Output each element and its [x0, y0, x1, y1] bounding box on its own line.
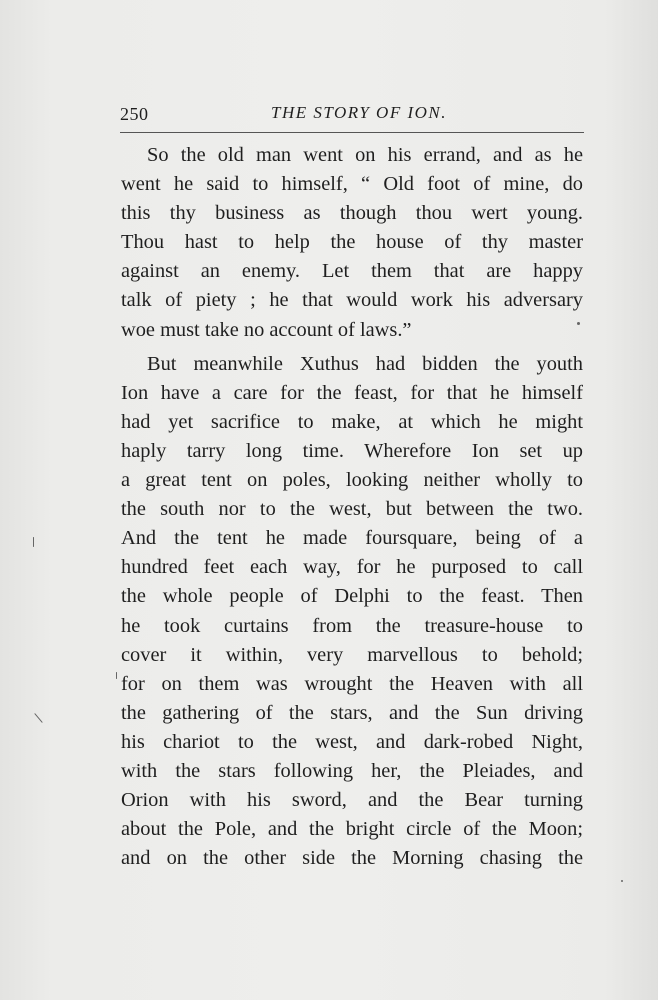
running-header — [120, 100, 584, 133]
text-line: But meanwhile Xuthus had bidden the youth — [147, 352, 583, 375]
text-line: about the Pole, and the bright circle of the Moon; — [121, 818, 583, 841]
text-line: his chariot to the west, and dark-robed Night, — [121, 730, 583, 753]
text-line: with the stars following her, the Pleiades, and — [121, 759, 583, 782]
paragraph-2 — [121, 350, 583, 874]
paper-speck — [116, 672, 117, 679]
text-line: woe must take no account of laws.” — [121, 318, 412, 341]
text-line: talk of piety ; he that would work his adversary — [121, 289, 583, 312]
text-line: a great tent on poles, looking neither wholly to — [121, 469, 583, 492]
text-line: and on the other side the Morning chasing the — [121, 847, 583, 870]
running-title: THE STORY OF ION. — [270, 103, 447, 122]
text-line: Orion with his sword, and the Bear turning — [121, 789, 583, 812]
body-text — [121, 141, 583, 873]
text-line: the gathering of the stars, and the Sun driving — [121, 701, 583, 724]
text-line: Ion have a care for the feast, for that he himself — [121, 381, 583, 404]
paper-speck — [34, 713, 42, 723]
text-line: this thy business as though thou wert young. — [121, 202, 583, 225]
paper-speck — [577, 322, 580, 325]
text-line: for on them was wrought the Heaven with all — [121, 672, 583, 695]
text-line: against an enemy. Let them that are happy — [121, 260, 583, 283]
paper-speck — [621, 880, 623, 882]
text-line: he took curtains from the treasure-house to — [121, 614, 583, 637]
text-line: hundred feet each way, for he purposed to call — [121, 556, 583, 579]
text-line: So the old man went on his errand, and as he — [147, 144, 583, 166]
paper-speck — [33, 537, 34, 547]
text-line: haply tarry long time. Wherefore Ion set up — [121, 439, 583, 462]
text-line: And the tent he made foursquare, being of a — [121, 527, 583, 550]
text-line: the whole people of Delphi to the feast. Then — [121, 585, 583, 608]
text-line: the south nor to the west, but between the two. — [121, 498, 583, 521]
page-number: 250 — [120, 104, 149, 124]
text-line: cover it within, very marvellous to behold; — [121, 643, 583, 666]
text-line: went he said to himself, “ Old foot of mine, do — [121, 173, 583, 196]
paragraph-1 — [121, 141, 583, 345]
text-line: had yet sacrifice to make, at which he might — [121, 410, 583, 433]
text-line: Thou hast to help the house of thy master — [121, 231, 583, 254]
